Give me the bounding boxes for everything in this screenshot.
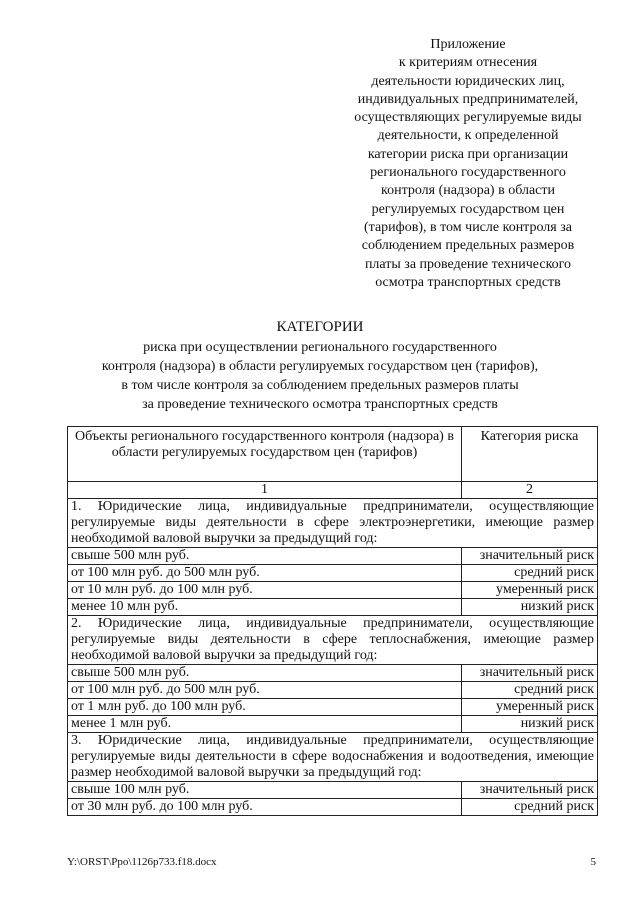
- group-row: [68, 733, 598, 782]
- table-row: [68, 665, 598, 682]
- header-risk-category: Категория риска: [462, 427, 598, 482]
- table-row: [68, 565, 598, 582]
- document-subtitle: [0, 338, 640, 414]
- annex-line: осуществляющих регулируемые виды: [354, 110, 582, 126]
- risk-category-cell: умеренный риск: [462, 699, 598, 716]
- annex-line: регионального государственного: [370, 165, 566, 181]
- annex-line: контроля (надзора) в области: [380, 183, 555, 199]
- group-title: 2. Юридические лица, индивидуальные предприниматели, осуществляющие регулируемые виды деятельности в сфере теплоснабжения, имеющие размер необходимой валовой выручки за предыдущий год:: [68, 616, 598, 665]
- annex-line: Приложение: [430, 37, 506, 52]
- annex-line: осмотра транспортных средств: [375, 274, 561, 290]
- column-number-1: 1: [68, 482, 462, 499]
- group-row: [68, 499, 598, 548]
- group-title: 3. Юридические лица, индивидуальные предприниматели, осуществляющие регулируемые виды деятельности в сфере водоснабжения и водоотведения, имеющие размер необходимой валовой выручки за предыдущий год:: [68, 733, 598, 782]
- annex-line: регулируемых государством цен: [371, 201, 565, 217]
- group-row: [68, 616, 598, 665]
- table-row: [68, 599, 598, 616]
- annex-block: [332, 36, 604, 292]
- table-row: [68, 582, 598, 599]
- risk-category-cell: средний риск: [462, 682, 598, 699]
- object-cell: от 1 млн руб. до 100 млн руб.: [68, 699, 462, 716]
- risk-category-cell: значительный риск: [462, 665, 598, 682]
- table-row: [68, 799, 598, 816]
- subtitle-line: контроля (надзора) в области регулируемых государством цен (тарифов),: [101, 359, 539, 374]
- risk-category-cell: умеренный риск: [462, 582, 598, 599]
- table-row: [68, 716, 598, 733]
- group-title: 1. Юридические лица, индивидуальные предприниматели, осуществляющие регулируемые виды деятельности в сфере электроэнергетики, имеющие размер необходимой валовой выручки за предыдущий год:: [68, 499, 598, 548]
- table-row: [68, 682, 598, 699]
- object-cell: от 100 млн руб. до 500 млн руб.: [68, 565, 462, 582]
- file-path: Y:\ORST\Ppo\1126p733.f18.docx: [67, 856, 217, 868]
- column-number-row: [68, 482, 598, 499]
- object-cell: свыше 500 млн руб.: [68, 665, 462, 682]
- annex-line: (тарифов), в том числе контроля за: [364, 219, 572, 235]
- risk-category-cell: значительный риск: [462, 782, 598, 799]
- object-cell: от 10 млн руб. до 100 млн руб.: [68, 582, 462, 599]
- column-number-2: 2: [462, 482, 598, 499]
- annex-line: деятельности юридических лиц,: [371, 73, 565, 89]
- object-cell: свыше 500 млн руб.: [68, 548, 462, 565]
- risk-categories-table: [67, 426, 598, 816]
- object-cell: свыше 100 млн руб.: [68, 782, 462, 799]
- table-row: [68, 548, 598, 565]
- table-header-row: [68, 427, 598, 482]
- object-cell: менее 10 млн руб.: [68, 599, 462, 616]
- object-cell: от 100 млн руб. до 500 млн руб.: [68, 682, 462, 699]
- page-number: 5: [590, 856, 596, 868]
- annex-line: индивидуальных предпринимателей,: [357, 91, 579, 107]
- table-row: [68, 699, 598, 716]
- header-objects: Объекты регионального государственного контроля (надзора) в области регулируемых государством цен (тарифов): [68, 427, 462, 482]
- risk-category-cell: низкий риск: [462, 716, 598, 733]
- risk-category-cell: средний риск: [462, 565, 598, 582]
- risk-category-cell: низкий риск: [462, 599, 598, 616]
- annex-line: деятельности, к определенной: [377, 128, 559, 144]
- object-cell: от 30 млн руб. до 100 млн руб.: [68, 799, 462, 816]
- table-row: [68, 782, 598, 799]
- document-title: КАТЕГОРИИ: [276, 319, 364, 335]
- risk-category-cell: средний риск: [462, 799, 598, 816]
- annex-line: соблюдением предельных размеров: [361, 238, 575, 254]
- subtitle-line: в том числе контроля за соблюдением предельных размеров платы: [121, 378, 519, 393]
- annex-line: платы за проведение технического: [364, 256, 572, 272]
- annex-line: к критериям отнесения: [398, 55, 538, 71]
- risk-category-cell: значительный риск: [462, 548, 598, 565]
- object-cell: менее 1 млн руб.: [68, 716, 462, 733]
- subtitle-line: за проведение технического осмотра транспортных средств: [142, 397, 498, 412]
- subtitle-line: риска при осуществлении регионального государственного: [143, 340, 497, 355]
- annex-line: категории риска при организации: [367, 146, 569, 162]
